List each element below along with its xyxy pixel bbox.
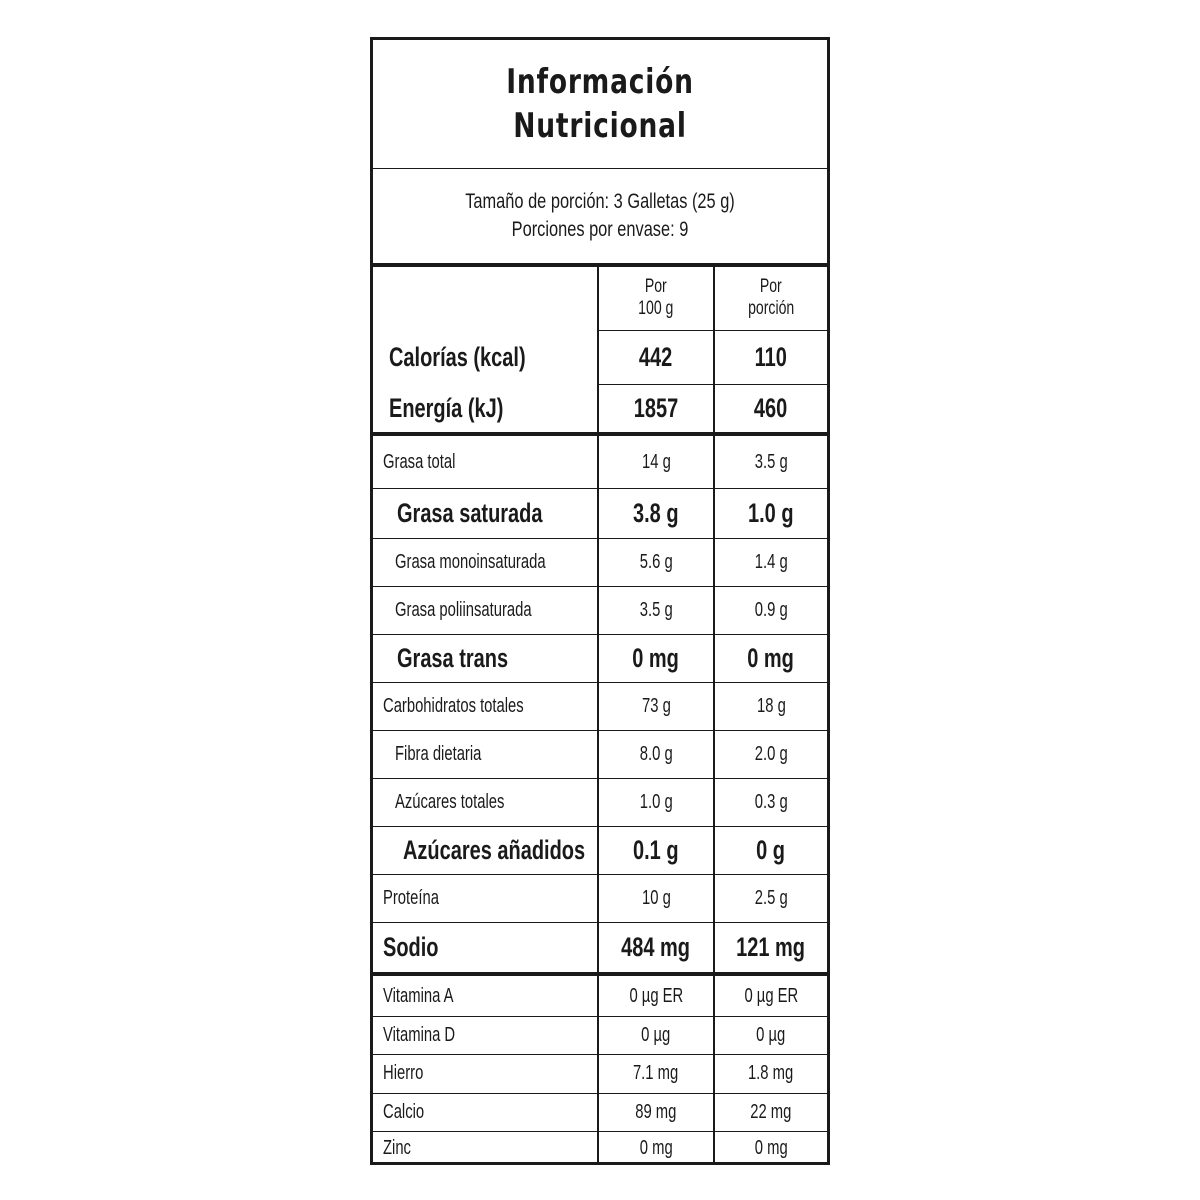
nutrient-row-per-serving-text: 0.3 g bbox=[754, 790, 788, 813]
micro-row-per-serving bbox=[715, 1054, 827, 1093]
micro-row-per100-text: 0 µg bbox=[641, 1023, 671, 1046]
nutrient-row-per-serving bbox=[715, 682, 827, 730]
column-header-per-100g bbox=[599, 266, 713, 330]
micro-row-per-serving-text: 1.8 mg bbox=[748, 1062, 794, 1084]
serving-info bbox=[373, 169, 827, 267]
nutrient-row-per-serving-text: 2.5 g bbox=[754, 886, 788, 909]
row-divider bbox=[373, 826, 827, 827]
row-divider bbox=[373, 586, 827, 587]
nutrient-row-per100 bbox=[599, 538, 713, 586]
nutrient-row-per-serving-text: 18 g bbox=[756, 694, 786, 717]
row-divider bbox=[373, 1016, 827, 1017]
row-divider bbox=[373, 1054, 827, 1055]
nutrient-row-name bbox=[373, 922, 597, 972]
column-divider bbox=[713, 266, 715, 1162]
micro-row-per100 bbox=[599, 1093, 713, 1131]
nutrient-row-per100-text: 73 g bbox=[641, 694, 671, 717]
nutrient-row-per100 bbox=[599, 586, 713, 634]
title-line-1: Información bbox=[506, 62, 694, 102]
micro-row-per100 bbox=[599, 1016, 713, 1054]
nutrient-row-per-serving bbox=[715, 922, 827, 972]
nutrient-row-name-text: Grasa total bbox=[383, 450, 456, 473]
nutrient-row-per100-text: 3.8 g bbox=[633, 497, 679, 528]
row-divider bbox=[373, 634, 827, 635]
nutrient-row-name bbox=[373, 730, 597, 778]
column-header-text: porción bbox=[747, 298, 795, 319]
nutrient-row-per100-text: 10 g bbox=[641, 886, 671, 909]
nutrient-row-per-serving-text: 3.5 g bbox=[754, 450, 788, 473]
nutrient-row-per100-text: 484 mg bbox=[621, 931, 691, 962]
nutrient-row-per-serving bbox=[715, 436, 827, 488]
title-line-2: Nutricional bbox=[513, 106, 687, 146]
micro-row-per100 bbox=[599, 976, 713, 1016]
nutrient-row-name-text: Azúcares añadidos bbox=[403, 834, 586, 865]
micro-row-per100-text: 0 mg bbox=[639, 1136, 673, 1159]
nutrient-row-per100-text: 8.0 g bbox=[639, 742, 673, 765]
nutrient-row-per-serving bbox=[715, 778, 827, 826]
nutrient-row-per-serving-text: 121 mg bbox=[736, 931, 806, 962]
energy-row-per-serving-text: 110 bbox=[754, 341, 788, 372]
nutrient-row-per100 bbox=[599, 436, 713, 488]
nutrient-row-per100-text: 0.1 g bbox=[633, 834, 679, 865]
micro-row-name bbox=[373, 1054, 597, 1093]
row-divider bbox=[373, 922, 827, 923]
micro-row-per-serving-text: 0 µg ER bbox=[744, 984, 798, 1007]
servings-per-container: Porciones por envase: 9 bbox=[511, 218, 689, 241]
nutrient-row-name bbox=[373, 634, 597, 682]
nutrient-row-per100 bbox=[599, 874, 713, 922]
row-divider bbox=[373, 1093, 827, 1094]
nutrient-row-per-serving bbox=[715, 874, 827, 922]
column-header-per-serving bbox=[715, 266, 827, 330]
micro-row-per-serving-text: 0 mg bbox=[754, 1136, 788, 1159]
energy-row-per100-text: 1857 bbox=[633, 392, 679, 423]
micro-row-name-text: Zinc bbox=[383, 1136, 411, 1159]
micro-row-per-serving-text: 22 mg bbox=[750, 1100, 792, 1123]
nutrient-row-name-text: Proteína bbox=[383, 886, 439, 909]
nutrient-row-per-serving-text: 1.0 g bbox=[748, 497, 794, 528]
nutrient-row-name-text: Azúcares totales bbox=[395, 790, 505, 813]
column-header-text: 100 g bbox=[638, 298, 674, 319]
micro-row-per100 bbox=[599, 1054, 713, 1093]
nutrient-row-per100-text: 0 mg bbox=[632, 642, 680, 673]
serving-size: Tamaño de porción: 3 Galletas (25 g) bbox=[465, 190, 735, 213]
energy-row-per-serving bbox=[715, 332, 827, 382]
nutrient-row-per100 bbox=[599, 488, 713, 538]
nutrient-row-per-serving bbox=[715, 634, 827, 682]
nutrient-row-name-text: Grasa trans bbox=[397, 642, 509, 673]
nutrient-row-name bbox=[373, 538, 597, 586]
nutrient-row-per-serving bbox=[715, 586, 827, 634]
nutrient-row-per-serving-text: 0 mg bbox=[747, 642, 795, 673]
row-divider bbox=[373, 682, 827, 683]
nutrient-row-per100-text: 1.0 g bbox=[639, 790, 673, 813]
column-header-text: Por bbox=[760, 276, 782, 297]
micro-row-per-serving bbox=[715, 976, 827, 1016]
nutrient-row-name bbox=[373, 586, 597, 634]
nutrient-row-per-serving-text: 0.9 g bbox=[754, 598, 788, 621]
nutrient-row-name bbox=[373, 826, 597, 874]
micro-row-name bbox=[373, 976, 597, 1016]
nutrient-row-per-serving bbox=[715, 488, 827, 538]
nutrient-row-name bbox=[373, 682, 597, 730]
nutrient-row-name bbox=[373, 488, 597, 538]
nutrient-row-name-text: Carbohidratos totales bbox=[383, 694, 524, 717]
micro-row-name-text: Hierro bbox=[383, 1062, 424, 1084]
micro-row-per100-text: 89 mg bbox=[635, 1100, 677, 1123]
micro-row-per-serving bbox=[715, 1093, 827, 1131]
nutrient-row-per-serving bbox=[715, 730, 827, 778]
nutrient-row-name bbox=[373, 778, 597, 826]
energy-row-per100-text: 442 bbox=[639, 341, 673, 372]
micro-row-name-text: Calcio bbox=[383, 1100, 425, 1123]
micro-row-name bbox=[373, 1093, 597, 1131]
nutrient-row-per-serving-text: 1.4 g bbox=[754, 550, 788, 573]
energy-row-name-text: Energía (kJ) bbox=[389, 392, 504, 423]
micro-row-name-text: Vitamina D bbox=[383, 1023, 456, 1046]
nutrient-row-name-text: Grasa poliinsaturada bbox=[395, 598, 532, 621]
energy-row-per100 bbox=[599, 332, 713, 382]
nutrient-row-per100 bbox=[599, 922, 713, 972]
micro-row-name-text: Vitamina A bbox=[383, 984, 454, 1007]
nutrient-row-per-serving bbox=[715, 826, 827, 874]
energy-row-name bbox=[373, 384, 597, 432]
energy-row-per-serving-text: 460 bbox=[754, 392, 788, 423]
nutrition-facts-panel bbox=[370, 37, 830, 1165]
row-divider bbox=[373, 874, 827, 875]
title-block bbox=[373, 40, 827, 169]
nutrient-row-name bbox=[373, 874, 597, 922]
nutrient-row-name-text: Fibra dietaria bbox=[395, 742, 482, 765]
nutrient-row-per100-text: 5.6 g bbox=[639, 550, 673, 573]
row-divider bbox=[373, 488, 827, 489]
nutrient-row-per100 bbox=[599, 634, 713, 682]
row-divider bbox=[373, 730, 827, 731]
nutrient-row-per100-text: 14 g bbox=[641, 450, 671, 473]
micro-row-per100-text: 0 µg ER bbox=[629, 984, 683, 1007]
nutrient-row-per100 bbox=[599, 778, 713, 826]
nutrient-row-per-serving bbox=[715, 538, 827, 586]
energy-row-per100 bbox=[599, 384, 713, 432]
column-divider bbox=[597, 266, 599, 1162]
nutrient-row-per-serving-text: 2.0 g bbox=[754, 742, 788, 765]
micro-row-name bbox=[373, 1131, 597, 1165]
nutrient-row-per-serving-text: 0 g bbox=[756, 834, 786, 865]
micro-row-per100-text: 7.1 mg bbox=[633, 1062, 679, 1084]
nutrient-row-name-text: Grasa saturada bbox=[397, 497, 543, 528]
row-divider bbox=[373, 538, 827, 539]
nutrient-row-name-text: Grasa monoinsaturada bbox=[395, 550, 546, 573]
row-divider bbox=[597, 330, 827, 331]
micro-row-per-serving bbox=[715, 1016, 827, 1054]
micro-row-per-serving-text: 0 µg bbox=[756, 1023, 786, 1046]
row-divider bbox=[373, 778, 827, 779]
micro-row-per-serving bbox=[715, 1131, 827, 1165]
row-divider bbox=[373, 1131, 827, 1132]
nutrient-row-name bbox=[373, 436, 597, 488]
energy-row-name bbox=[373, 332, 597, 382]
micro-row-per100 bbox=[599, 1131, 713, 1165]
nutrient-row-per100 bbox=[599, 730, 713, 778]
nutrient-row-per100 bbox=[599, 826, 713, 874]
nutrient-row-name-text: Sodio bbox=[383, 931, 439, 962]
row-divider bbox=[597, 384, 827, 385]
column-header-text: Por bbox=[645, 276, 667, 297]
energy-row-per-serving bbox=[715, 384, 827, 432]
micro-row-name bbox=[373, 1016, 597, 1054]
nutrient-row-per100 bbox=[599, 682, 713, 730]
energy-row-name-text: Calorías (kcal) bbox=[389, 341, 526, 372]
nutrient-row-per100-text: 3.5 g bbox=[639, 598, 673, 621]
